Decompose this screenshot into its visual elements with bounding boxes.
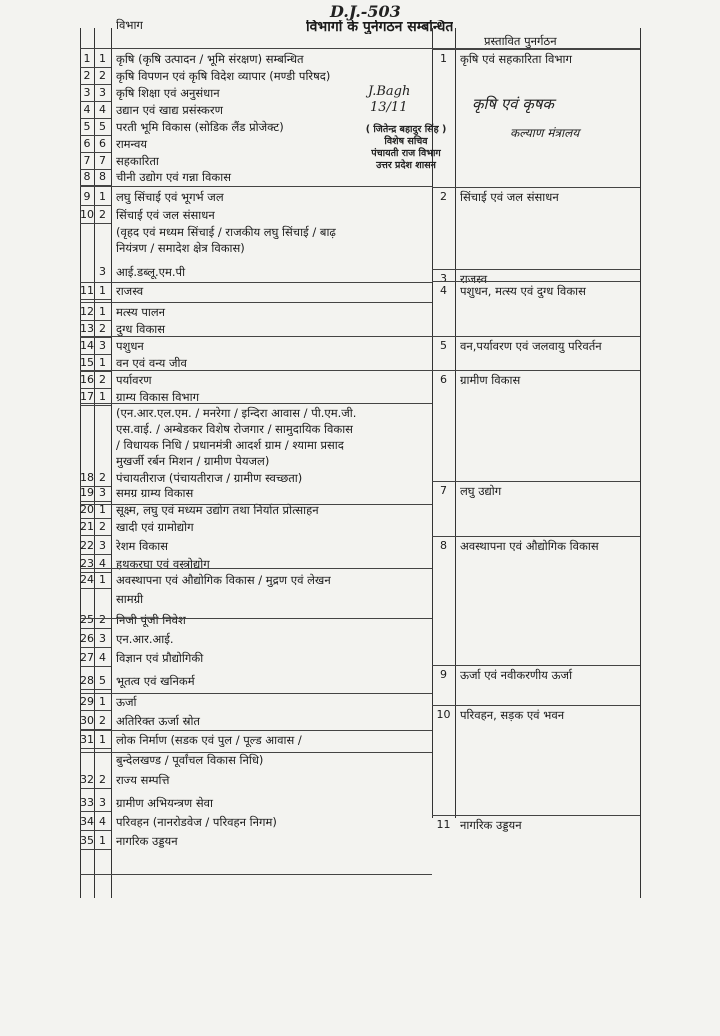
- handwritten-note-line-2: कल्याण मंत्रालय: [510, 126, 580, 140]
- row-department-name: ग्राम्य विकास विभाग: [116, 390, 200, 404]
- row-group-number: 2: [99, 520, 106, 533]
- proposed-department-label: परिवहन, सड़क एवं भवन: [460, 708, 565, 722]
- proposed-department-label: वन,पर्यावरण एवं जलवायु परिवर्तन: [460, 339, 602, 353]
- row-serial-number: 4: [83, 103, 91, 116]
- proposed-separator: [432, 705, 640, 706]
- row-serial-number: 29: [80, 695, 94, 708]
- row-serial-number: 6: [83, 137, 91, 150]
- row-group-number: 3: [99, 796, 106, 809]
- row-group-number: 2: [99, 714, 106, 727]
- row-serial-number: 2: [83, 69, 91, 82]
- proposed-department-label: नागरिक उड्डयन: [460, 818, 522, 832]
- row-department-name: पर्यावरण: [116, 373, 152, 387]
- proposed-number: 4: [440, 284, 447, 297]
- row-group-number: 3: [99, 486, 106, 499]
- row-rule: [80, 748, 111, 749]
- proposed-number: 8: [440, 539, 447, 552]
- group-separator: [80, 302, 432, 303]
- row-group-number: 2: [99, 208, 106, 221]
- row-department-name: मुखर्जी रर्बन मिशन / ग्रामीण पेयजल): [116, 454, 270, 468]
- table-title: विभागों के पुर्नगठन सम्बन्धित: [306, 20, 454, 34]
- group-separator: [80, 568, 432, 569]
- row-rule: [80, 118, 111, 119]
- row-department-name: अवस्थापना एवं औद्योगिक विकास / मुद्रण एवं लेखन: [116, 573, 331, 587]
- row-department-name: एस.वाई. / अम्बेडकर विशेष रोजगार / सामुदायिक विकास: [116, 422, 353, 436]
- row-group-number: 4: [99, 103, 106, 116]
- row-serial-number: 13: [80, 322, 94, 335]
- proposed-department-label: सिंचाई एवं जल संसाधन: [460, 190, 559, 204]
- row-serial-number: 20: [80, 503, 94, 516]
- row-department-name: बुन्देलखण्ड / पूर्वांचल विकास निधि): [116, 753, 264, 767]
- row-group-number: 1: [99, 573, 106, 586]
- row-group-number: 3: [99, 339, 106, 352]
- group-separator: [80, 282, 432, 283]
- proposed-department-label: कृषि एवं सहकारिता विभाग: [460, 52, 572, 66]
- row-department-name: रेशम विकास: [116, 539, 169, 553]
- row-serial-number: 31: [80, 733, 94, 746]
- row-rule: [80, 205, 111, 206]
- proposed-number: 1: [440, 52, 447, 65]
- row-serial-number: 23: [80, 557, 94, 570]
- row-serial-number: 17: [80, 390, 94, 403]
- row-group-number: 1: [99, 356, 106, 369]
- row-serial-number: 33: [80, 796, 94, 809]
- row-rule: [80, 628, 111, 629]
- file-reference-annotation: D.J.-503: [330, 2, 401, 21]
- proposed-separator: [432, 187, 640, 188]
- row-group-number: 8: [99, 170, 106, 183]
- row-group-number: 3: [99, 265, 106, 278]
- row-group-number: 2: [99, 373, 106, 386]
- row-serial-number: 3: [83, 86, 91, 99]
- row-rule: [80, 371, 111, 372]
- row-group-number: 4: [99, 557, 106, 570]
- row-serial-number: 11: [80, 284, 94, 297]
- row-serial-number: 21: [80, 520, 94, 533]
- proposed-number: 2: [440, 190, 447, 203]
- proposed-separator: [432, 370, 640, 371]
- row-department-name: सूक्ष्म, लघु एवं मध्यम उद्योग तथा निर्यात प्रोत्साहन: [116, 503, 319, 517]
- signature-date: 13/11: [370, 100, 408, 115]
- column-divider: [111, 28, 112, 898]
- row-group-number: 6: [99, 137, 106, 150]
- row-rule: [80, 67, 111, 68]
- row-department-name: भूतत्व एवं खनिकर्म: [116, 674, 195, 688]
- proposed-number: 6: [440, 373, 447, 386]
- row-group-number: 4: [99, 651, 106, 664]
- row-department-name: नागरिक उड्डयन: [116, 834, 178, 848]
- row-department-name: खादी एवं ग्रामोद्योग: [116, 520, 194, 534]
- signature-initials: J.Bagh: [368, 84, 411, 99]
- row-department-name: पशुधन: [116, 339, 144, 353]
- row-department-name: रामन्वय: [116, 137, 148, 151]
- reorganization-table: [80, 18, 720, 898]
- row-department-name: / विधायक निधि / प्रधानमंत्री आदर्श ग्राम / श्यामा प्रसाद: [116, 438, 344, 452]
- row-group-number: 2: [99, 471, 106, 484]
- row-group-number: 1: [99, 52, 106, 65]
- row-group-number: 2: [99, 773, 106, 786]
- row-group-number: 2: [99, 322, 106, 335]
- proposed-number: 11: [436, 818, 451, 831]
- proposed-department-label: लघु उद्योग: [460, 484, 502, 498]
- row-group-number: 1: [99, 390, 106, 403]
- row-rule: [80, 405, 111, 406]
- row-department-name: एन.आर.आई.: [116, 632, 174, 646]
- row-department-name: मत्स्य पालन: [116, 305, 166, 319]
- row-group-number: 1: [99, 695, 106, 708]
- row-rule: [80, 135, 111, 136]
- proposed-separator: [432, 49, 640, 50]
- row-serial-number: 5: [83, 120, 91, 133]
- row-rule: [80, 152, 111, 153]
- row-group-number: 1: [99, 190, 106, 203]
- officer-department: पंचायती राज विभाग: [371, 148, 441, 159]
- row-rule: [80, 320, 111, 321]
- row-rule: [80, 647, 111, 648]
- handwritten-note-line-1: कृषि एवं कृषक: [472, 95, 554, 113]
- row-serial-number: 7: [83, 154, 91, 167]
- row-rule: [80, 849, 111, 850]
- row-rule: [80, 388, 111, 389]
- group-separator: [80, 504, 432, 505]
- group-separator: [80, 336, 432, 337]
- group-separator: [80, 693, 432, 694]
- row-department-name: राज्य सम्पत्ति: [116, 773, 170, 787]
- row-rule: [80, 337, 111, 338]
- row-serial-number: 34: [80, 815, 94, 828]
- row-serial-number: 28: [80, 674, 94, 687]
- group-separator: [80, 186, 432, 187]
- row-group-number: 4: [99, 815, 106, 828]
- proposed-department-label: ऊर्जा एवं नवीकरणीय ऊर्जा: [460, 668, 573, 682]
- row-serial-number: 16: [80, 373, 94, 386]
- row-serial-number: 30: [80, 714, 94, 727]
- row-rule: [80, 830, 111, 831]
- row-department-name: सहकारिता: [116, 154, 159, 168]
- proposed-separator: [432, 281, 640, 282]
- proposed-separator: [432, 665, 640, 666]
- group-separator: [80, 752, 432, 753]
- row-serial-number: 12: [80, 305, 94, 318]
- row-serial-number: 9: [83, 190, 91, 203]
- row-rule: [80, 588, 111, 589]
- row-group-number: 7: [99, 154, 106, 167]
- row-department-name: लघु सिंचाई एवं भूगर्भ जल: [116, 190, 224, 204]
- row-department-name: (वृहद एवं मध्यम सिंचाई / राजकीय लघु सिंचाई / बाढ़: [116, 225, 336, 239]
- table-border-right: [640, 28, 641, 898]
- row-rule: [80, 518, 111, 519]
- proposed-separator: [432, 815, 640, 816]
- proposed-separator: [432, 269, 640, 270]
- row-department-name: नियंत्रण / समादेश क्षेत्र विकास): [116, 241, 245, 255]
- proposed-separator: [432, 336, 640, 337]
- row-serial-number: 14: [80, 339, 94, 352]
- row-serial-number: 15: [80, 356, 94, 369]
- proposed-number: 7: [440, 484, 447, 497]
- row-serial-number: 26: [80, 632, 94, 645]
- row-group-number: 1: [99, 834, 106, 847]
- row-rule: [80, 84, 111, 85]
- row-department-name: ग्रामीण अभियन्त्रण सेवा: [116, 796, 214, 810]
- row-group-number: 5: [99, 120, 106, 133]
- group-separator: [80, 874, 432, 875]
- row-group-number: 1: [99, 284, 106, 297]
- proposed-number: 9: [440, 668, 447, 681]
- row-rule: [80, 101, 111, 102]
- proposed-column-header: प्रस्तावित पुनर्गठन: [484, 34, 557, 48]
- row-department-name: पंचायतीराज (पंचायतीराज / ग्रामीण स्वच्छता): [116, 471, 303, 485]
- row-department-name: समग्र ग्राम्य विकास: [116, 486, 194, 500]
- row-group-number: 1: [99, 305, 106, 318]
- row-department-name: परती भूमि विकास (सोडिक लैंड प्रोजेक्ट): [116, 120, 284, 134]
- row-rule: [80, 501, 111, 502]
- row-group-number: 2: [99, 613, 106, 626]
- row-serial-number: 1: [83, 52, 91, 65]
- row-department-name: कृषि (कृषि उत्पादन / भूमि संरक्षण) सम्बन्धित: [116, 52, 304, 66]
- row-group-number: 3: [99, 539, 106, 552]
- row-department-name: वन एवं वन्य जीव: [116, 356, 187, 370]
- row-group-number: 3: [99, 632, 106, 645]
- proposed-department-label: ग्रामीण विकास: [460, 373, 521, 387]
- proposed-separator: [432, 536, 640, 537]
- group-separator: [80, 730, 432, 731]
- row-rule: [80, 554, 111, 555]
- row-serial-number: 35: [80, 834, 94, 847]
- row-rule: [80, 535, 111, 536]
- group-separator: [80, 370, 432, 371]
- row-department-name: राजस्व: [116, 284, 144, 298]
- row-group-number: 1: [99, 733, 106, 746]
- proposed-separator: [432, 481, 640, 482]
- group-separator: [80, 403, 432, 404]
- row-department-name: कृषि शिक्षा एवं अनुसंधान: [116, 86, 220, 100]
- row-department-name: अतिरिक्त ऊर्जा स्रोत: [116, 714, 200, 728]
- row-department-name: लोक निर्माण (सडक एवं पुल / पूल्ड आवास /: [116, 733, 302, 747]
- row-rule: [80, 299, 111, 300]
- row-department-name: परिवहन (नानरोडवेज / परिवहन निगम): [116, 815, 277, 829]
- proposed-number: 5: [440, 339, 447, 352]
- row-department-name: चीनी उद्योग एवं गन्ना विकास: [116, 170, 231, 184]
- row-group-number: 5: [99, 674, 106, 687]
- row-department-name: विज्ञान एवं प्रौद्योगिकी: [116, 651, 204, 665]
- row-serial-number: 8: [83, 170, 91, 183]
- officer-role: विशेष सचिव: [384, 136, 428, 147]
- row-department-name: सिंचाई एवं जल संसाधन: [116, 208, 215, 222]
- dept-column-header: विभाग: [116, 18, 143, 32]
- proposed-number: 10: [436, 708, 451, 721]
- officer-government: उत्तर प्रदेश शासन: [376, 160, 436, 171]
- row-serial-number: 18: [80, 471, 94, 484]
- row-group-number: 1: [99, 503, 106, 516]
- row-rule: [80, 689, 111, 690]
- row-rule: [80, 788, 111, 789]
- row-rule: [80, 710, 111, 711]
- row-department-name: ऊर्जा: [116, 695, 137, 709]
- row-serial-number: 27: [80, 651, 94, 664]
- row-department-name: आई.डब्लू.एम.पी: [116, 265, 186, 279]
- officer-name: ( जितेन्द्र बहादुर सिंह ): [365, 124, 447, 135]
- proposed-department-label: पशुधन, मत्स्य एवं दुग्ध विकास: [460, 284, 586, 298]
- row-serial-number: 22: [80, 539, 94, 552]
- proposed-department-label: राजस्व: [460, 272, 488, 286]
- row-group-number: 2: [99, 69, 106, 82]
- row-serial-number: 19: [80, 486, 94, 499]
- row-department-name: कृषि विपणन एवं कृषि विदेश व्यापार (मण्डी परिषद): [116, 69, 331, 83]
- row-department-name: दुग्ध विकास: [116, 322, 166, 336]
- row-rule: [80, 666, 111, 667]
- row-rule: [80, 811, 111, 812]
- row-department-name: हथकरघा एवं वस्त्रोद्योग: [116, 557, 210, 571]
- row-department-name: निजी पूंजी निवेश: [116, 613, 186, 627]
- row-serial-number: 32: [80, 773, 94, 786]
- row-rule: [80, 223, 111, 224]
- proposed-number: 3: [440, 272, 447, 285]
- row-serial-number: 25: [80, 613, 94, 626]
- row-serial-number: 10: [80, 208, 94, 221]
- row-department-name: उद्यान एवं खाद्य प्रसंस्करण: [116, 103, 223, 117]
- proposed-department-label: अवस्थापना एवं औद्योगिक विकास: [460, 539, 599, 553]
- signature-stamp: [346, 124, 466, 172]
- group-separator: [80, 618, 432, 619]
- row-serial-number: 24: [80, 573, 94, 586]
- row-rule: [80, 354, 111, 355]
- row-group-number: 3: [99, 86, 106, 99]
- row-department-name: (एन.आर.एल.एम. / मनरेगा / इन्दिरा आवास / पी.एम.जी.: [116, 406, 357, 420]
- row-department-name: सामग्री: [116, 592, 144, 606]
